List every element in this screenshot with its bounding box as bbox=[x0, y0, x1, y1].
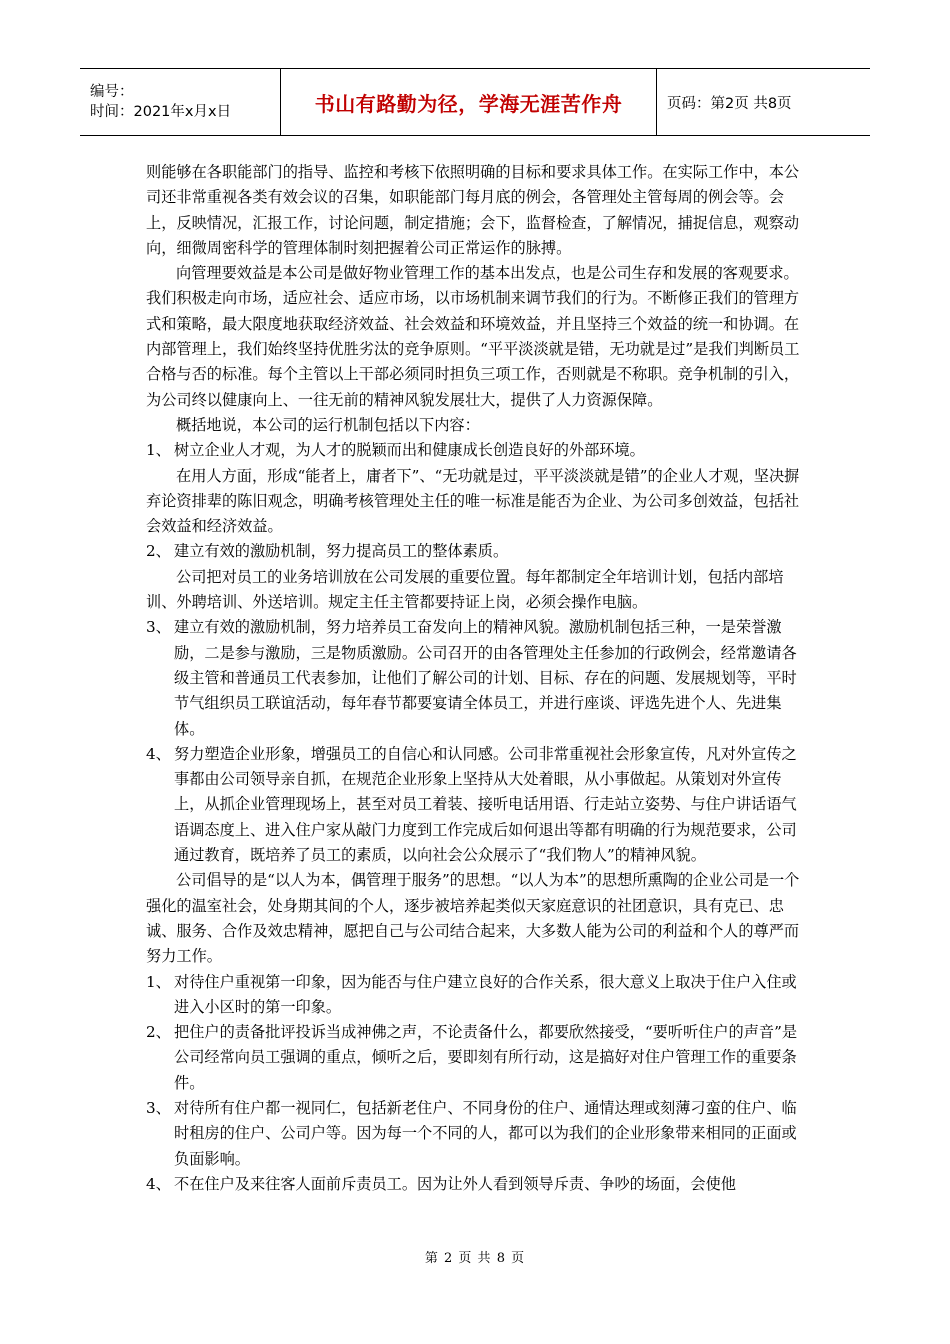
item-text: 把住户的责备批评投诉当成神佛之声，不论责备什么，都要欣然接受，“要听听住户的声音”是公司经常向员工强调的重点，倾听之后，要即刻有所行动，这是搞好对住户管理工作的重要条件。 bbox=[174, 1023, 798, 1092]
item-number: 4、 bbox=[146, 744, 171, 763]
numbered-item bbox=[146, 438, 806, 463]
paragraph: 在用人方面，形成“能者上，庸者下”、“无功就是过，平平淡淡就是错”的企业人才观，坚决摒弃论资排辈的陈旧观念，明确考核管理处主任的唯一标准是能否为企业、为公司多创效益，包括社会效益和经济效益。 bbox=[146, 466, 800, 536]
item-number: 1、 bbox=[146, 441, 171, 460]
item-number: 3、 bbox=[146, 618, 171, 637]
paragraph: 向管理要效益是本公司是做好物业管理工作的基本出发点，也是公司生存和发展的客观要求。我们积极走向市场，适应社会、适应市场，以市场机制来调节我们的行为。不断修正我们的管理方式和策略，最大限度地获取经济效益、社会效益和环境效益，并且坚持三个效益的统一和协调。在内部管理上，我们始终坚持优胜劣汰的竞争原则。“平平淡淡就是错，无功就是过”是我们判断员工合格与否的标准。每个主管以上干部必须同时担负三项工作，否则就是不称职。竞争机制的引入，为公司终以健康向上、一往无前的精神风貌发展壮大，提供了人力资源保障。 bbox=[146, 264, 800, 409]
paragraph: 公司把对员工的业务培训放在公司发展的重要位置。每年都制定全年培训计划，包括内部培训、外聘培训、外送培训。规定主任主管都要持证上岗，必须会操作电脑。 bbox=[146, 567, 784, 612]
numbered-item bbox=[146, 1096, 806, 1172]
header-meta bbox=[80, 69, 280, 135]
header-motto bbox=[280, 69, 657, 135]
motto-text: 书山有路勤为径，学海无涯苦作舟 bbox=[314, 91, 623, 116]
time-label: 时间：2021年x月x日 bbox=[90, 104, 232, 120]
item-number: 2、 bbox=[146, 542, 171, 561]
item-text: 对待住户重视第一印象，因为能否与住户建立良好的合作关系，很大意义上取决于住户入住或进入小区时的第一印象。 bbox=[174, 972, 797, 1016]
item-text: 树立企业人才观，为人才的脱颖而出和健康成长创造良好的外部环境。 bbox=[174, 441, 645, 460]
numbered-item bbox=[146, 615, 806, 741]
item-number: 2、 bbox=[146, 1023, 171, 1042]
paragraph: 概括地说，本公司的运行机制包括以下内容： bbox=[176, 415, 480, 434]
item-text: 对待所有住户都一视同仁，包括新老住户、不同身份的住户、通情达理或刻薄刁蛮的住户、临时租房的住户、公司户等。因为每一个不同的人，都可以为我们的企业形象带来相同的正面或负面影响。 bbox=[174, 1098, 797, 1168]
page-header bbox=[80, 68, 870, 136]
numbered-item bbox=[146, 1020, 806, 1096]
header-page-info bbox=[657, 69, 870, 135]
item-number: 3、 bbox=[146, 1098, 171, 1117]
paragraph: 则能够在各职能部门的指导、监控和考核下依照明确的目标和要求具体工作。在实际工作中，本公司还非常重视各类有效会议的召集，如职能部门每月底的例会，各管理处主管每周的例会等。会上，反映情况，汇报工作，讨论问题，制定措施；会下，监督检查，了解情况，捕捉信息，观察动向，细微周密科学的管理体制时刻把握着公司正常运作的脉搏。 bbox=[146, 163, 800, 257]
item-text: 建立有效的激励机制，努力培养员工奋发向上的精神风貌。激励机制包括三种，一是荣誉激励，二是参与激励，三是物质激励。公司召开的由各管理处主任参加的行政例会，经常邀请各级主管和普通员工代表参加，让他们了解公司的计划、目标、存在的问题、发展规划等，平时节气组织员工联谊活动，每年春节都要宴请全体员工，并进行座谈、评选先进个人、先进集体。 bbox=[174, 618, 797, 738]
item-text: 建立有效的激励机制，努力提高员工的整体素质。 bbox=[174, 542, 509, 561]
numbered-item bbox=[146, 970, 806, 1021]
numbered-item bbox=[146, 1172, 806, 1197]
numbered-item bbox=[146, 742, 806, 868]
document-body bbox=[146, 160, 806, 1197]
code-label: 编号： bbox=[90, 84, 134, 100]
paragraph: 公司倡导的是“以人为本，偶管理于服务”的思想。“以人为本”的思想所熏陶的企业公司是一个强化的温室社会，处身期其间的个人，逐步被培养起类似天家庭意识的社团意识，具有克已、忠诚、服务、合作及效忠精神，愿把自己与公司结合起来，大多数人能为公司的利益和个人的尊严而努力工作。 bbox=[146, 871, 800, 966]
page-footer: 第 2 页 共 8 页 bbox=[424, 1251, 526, 1266]
numbered-item bbox=[146, 539, 806, 564]
item-number: 4、 bbox=[146, 1174, 171, 1193]
item-text: 不在住户及来往客人面前斥责员工。因为让外人看到领导斥责、争吵的场面，会使他 bbox=[174, 1174, 736, 1193]
item-number: 1、 bbox=[146, 972, 171, 991]
page-info-text: 页码：第2页 共8页 bbox=[667, 95, 792, 112]
item-text: 努力塑造企业形象，增强员工的自信心和认同感。公司非常重视社会形象宣传，凡对外宣传之事都由公司领导亲自抓，在规范企业形象上坚持从大处着眼，从小事做起。从策划对外宣传上，从抓企业管理现场上，甚至对员工着装、接听电话用语、行走站立姿势、与住户讲话语气语调态度上、进入住户家从敲门力度到工作完成后如何退出等都有明确的行为规范要求，公司通过教育，既培养了员工的素质，以向社会公众展示了“我们物人”的精神风貌。 bbox=[174, 744, 797, 865]
